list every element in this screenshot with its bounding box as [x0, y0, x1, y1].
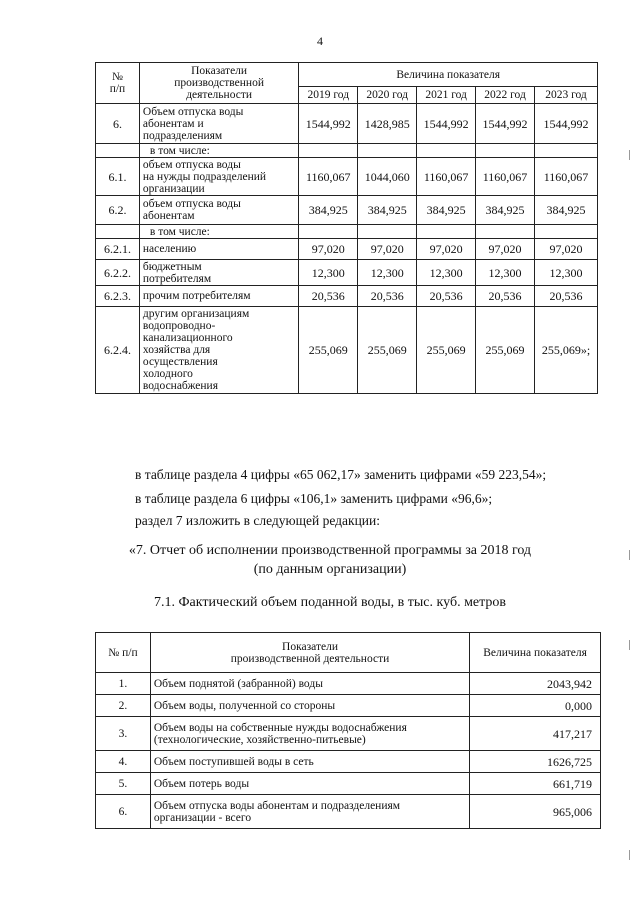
header-year: 2020 год — [358, 87, 417, 104]
margin-mark — [629, 850, 634, 860]
row-value: 97,020 — [358, 239, 417, 260]
row-value: 20,536 — [358, 286, 417, 307]
row-label: Объем воды на собственные нужды водоснабжения (технологические, хозяйственно-питьевые) — [150, 717, 469, 751]
table-row — [96, 260, 598, 286]
header-year: 2021 год — [417, 87, 476, 104]
row-value: 1544,992 — [535, 104, 598, 144]
table-row — [96, 286, 598, 307]
row-num: 5. — [96, 773, 151, 795]
row-value: 384,925 — [299, 196, 358, 225]
header-value: Величина показателя — [470, 633, 601, 673]
header-num: № п/п — [96, 633, 151, 673]
row-value: 12,300 — [299, 260, 358, 286]
paragraph-section7: раздел 7 изложить в следующей редакции: — [135, 513, 381, 528]
header-year: 2023 год — [535, 87, 598, 104]
row-label: объем отпуска воды на нужды подразделений организации — [139, 158, 298, 196]
section-subtitle: (по данным организации) — [253, 562, 407, 577]
row-value: 12,300 — [535, 260, 598, 286]
row-value: 255,069 — [417, 307, 476, 394]
row-value: 255,069 — [299, 307, 358, 394]
row-value — [358, 144, 417, 158]
table-row — [96, 239, 598, 260]
header-indicators: Показатели производственной деятельности — [139, 63, 298, 104]
table-row — [96, 104, 598, 144]
paragraph-section6: в таблице раздела 6 цифры «106,1» заменить цифрами «96,6»; — [135, 491, 493, 506]
row-label: в том числе: — [139, 225, 298, 239]
row-num: 6.2.3. — [96, 286, 140, 307]
row-label: бюджетным потребителям — [139, 260, 298, 286]
row-value: 417,217 — [470, 717, 601, 751]
row-num: 4. — [96, 751, 151, 773]
row-value — [299, 144, 358, 158]
row-value: 1044,060 — [358, 158, 417, 196]
table-row — [96, 773, 601, 795]
row-num: 2. — [96, 695, 151, 717]
row-label: прочим потребителям — [139, 286, 298, 307]
header-indicators: Показатели производственной деятельности — [150, 633, 469, 673]
row-value: 1160,067 — [299, 158, 358, 196]
table-row — [96, 158, 598, 196]
row-num: 6. — [96, 795, 151, 829]
row-value — [476, 225, 535, 239]
table-row — [96, 717, 601, 751]
row-num: 3. — [96, 717, 151, 751]
row-value — [476, 144, 535, 158]
production-indicators-table — [95, 62, 598, 394]
row-num: 6.2.4. — [96, 307, 140, 394]
row-value: 12,300 — [358, 260, 417, 286]
header-num: № п/п — [96, 63, 140, 104]
table-row — [96, 751, 601, 773]
row-value — [299, 225, 358, 239]
table-row — [96, 695, 601, 717]
row-label: Объем потерь воды — [150, 773, 469, 795]
row-value: 97,020 — [476, 239, 535, 260]
row-value: 255,069»; — [535, 307, 598, 394]
row-value: 384,925 — [358, 196, 417, 225]
row-num: 6.2.2. — [96, 260, 140, 286]
table-row — [96, 196, 598, 225]
row-value: 255,069 — [476, 307, 535, 394]
row-value: 1428,985 — [358, 104, 417, 144]
table-row — [96, 673, 601, 695]
subsection-title: 7.1. Фактический объем поданной воды, в тыс. куб. метров — [153, 595, 507, 610]
row-value: 20,536 — [299, 286, 358, 307]
row-value: 20,536 — [417, 286, 476, 307]
row-value: 97,020 — [535, 239, 598, 260]
section-title: «7. Отчет об исполнении производственной программы за 2018 год — [128, 543, 532, 558]
row-num: 6.2.1. — [96, 239, 140, 260]
row-value: 384,925 — [476, 196, 535, 225]
row-value — [417, 144, 476, 158]
paragraph-section4: в таблице раздела 4 цифры «65 062,17» заменить цифрами «59 223,54»; — [135, 467, 547, 482]
row-value — [417, 225, 476, 239]
row-num — [96, 225, 140, 239]
row-value: 384,925 — [535, 196, 598, 225]
page-number: 4 — [317, 34, 323, 48]
margin-mark — [629, 150, 634, 160]
row-label: населению — [139, 239, 298, 260]
row-value: 1544,992 — [299, 104, 358, 144]
header-value-group: Величина показателя — [299, 63, 598, 87]
row-value: 2043,942 — [470, 673, 601, 695]
row-label: в том числе: — [139, 144, 298, 158]
row-num: 6. — [96, 104, 140, 144]
margin-mark — [629, 550, 634, 560]
margin-mark — [629, 640, 634, 650]
row-value: 661,719 — [470, 773, 601, 795]
row-label: Объем воды, полученной со стороны — [150, 695, 469, 717]
supplied-water-table — [95, 632, 601, 829]
row-value — [535, 225, 598, 239]
row-label: Объем отпуска воды абонентам и подразделениям — [139, 104, 298, 144]
row-value: 20,536 — [535, 286, 598, 307]
row-value: 20,536 — [476, 286, 535, 307]
row-label: Объем поступившей воды в сеть — [150, 751, 469, 773]
row-value: 1544,992 — [476, 104, 535, 144]
row-value: 384,925 — [417, 196, 476, 225]
row-label: другим организациям водопроводно- канализационного хозяйства для осуществления холодного водоснабжения — [139, 307, 298, 394]
row-value: 1160,067 — [535, 158, 598, 196]
row-value: 1160,067 — [476, 158, 535, 196]
row-value: 965,006 — [470, 795, 601, 829]
table-row — [96, 307, 598, 394]
row-value — [358, 225, 417, 239]
header-year: 2022 год — [476, 87, 535, 104]
row-value: 0,000 — [470, 695, 601, 717]
row-value: 97,020 — [417, 239, 476, 260]
row-value: 12,300 — [476, 260, 535, 286]
row-num — [96, 144, 140, 158]
row-num: 6.2. — [96, 196, 140, 225]
row-value: 12,300 — [417, 260, 476, 286]
row-value: 1160,067 — [417, 158, 476, 196]
row-value — [535, 144, 598, 158]
row-value: 1626,725 — [470, 751, 601, 773]
row-value: 1544,992 — [417, 104, 476, 144]
row-value: 97,020 — [299, 239, 358, 260]
table-row — [96, 144, 598, 158]
row-label: Объем отпуска воды абонентам и подразделениям организации - всего — [150, 795, 469, 829]
row-value: 255,069 — [358, 307, 417, 394]
table-row — [96, 225, 598, 239]
header-year: 2019 год — [299, 87, 358, 104]
row-label: Объем поднятой (забранной) воды — [150, 673, 469, 695]
table-row — [96, 795, 601, 829]
row-num: 1. — [96, 673, 151, 695]
row-num: 6.1. — [96, 158, 140, 196]
row-label: объем отпуска воды абонентам — [139, 196, 298, 225]
